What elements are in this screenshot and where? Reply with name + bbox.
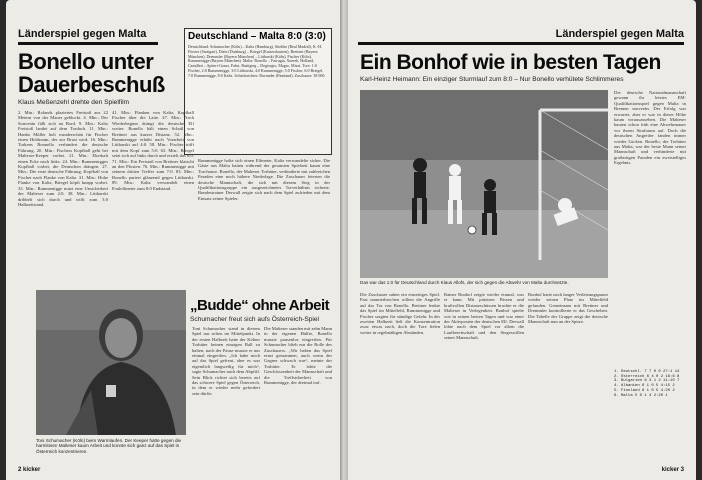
lineup-text: Deutschland: Schumacher (Köln) – Kaltz (Hamburg), Stielike (Real Madrid), K.-H. Förster (Stuttgart), Dietz (Duisburg) – Briegel (Kaiserslautern), Breitner (Bayern München), Dremmler (Bayern München) – Littbarski (Köln), Fischer (Köln), Rummenigge (Bayern München). Malta: Bonello – Farrugia, Xuereb, Holland, Camilleri – Spiteri-Gonzi, Fabri, Buttigieg – Degiorgio, Magro, Mizzi. Tore: 1:0 Fischer, 2:0 Rummenigge, 3:0 Littbarski, 4:0 Rummenigge, 5:0 Fischer, 6:0 Briegel, 7:0 Rummenigge, 8:0 Kaltz. Schiedsrichter: Ravander (Finnland). Zuschauer: 38 000.: [188, 45, 326, 78]
right-page: [348, 0, 696, 480]
report-column-1: Die deutsche Nationalmannschaft gewann ihr letztes EM-Qualifikationsspiel gegen Malta in Bremen souverän. Der Erfolg war erwartet, aber er war in dieser Höhe kaum vorauszusehen. Die Malteser bauten schon früh eine Abwehrmauer vor ihrem Strafraum auf. Doch die deutschen Angreifer fanden immer wieder Lücken. Bonello, der Torhüter aus Malta, war der beste Mann seiner Mannschaft und verhinderte mit großartigen Paraden ein zweistelliges Ergebnis.: [614, 90, 686, 166]
feature-column-1: Toni Schumacher stand in diesem Spiel nur selten im Mittelpunkt. In der ersten Halbzeit hatte der Kölner Torhüter keinen einzigen Ball zu halten, nach der Pause musste er nur einmal eingreifen. „Ich habe mich auf das Spiel gefreut, aber es war eigentlich langweilig für mich“, sagte Schumacher nach dem Abpfiff. Sein Blick richtet sich bereits auf das schwere Spiel gegen Österreich, in dem er wieder mehr gefordert sein dürfte.: [192, 326, 260, 396]
result-title: Deutschland – Malta 8:0 (3:0): [188, 31, 326, 42]
page-number-right: kicker 3: [661, 467, 684, 473]
feature-column-2: Die Malteser standen mit zehn Mann in der eigenen Hälfte, Bonello musste pausenlos eingreifen. Für Schumacher blieb nur die Rolle des Zuschauers. „Wir haben das Spiel ernst genommen, auch wenn der Gegner schwach war“, meinte der Torhüter. Er lobte die Geschlossenheit der Mannschaft und die Treffsicherheit von Rummenigge, der dreimal traf.: [264, 326, 332, 386]
minute-column-2: 41. Min.: Flanken von Kaltz, Kopfball Fischer über die Latte. 47. Min.: Nach Wiederbeginn drängt die deutsche Elf weiter. Bonello hält einen Schuß von Breitner aus kurzer Distanz. 52. Min.: Rummenigge erhöht nach Vorarbeit von Littbarski auf 4:0. 58. Min.: Fischer trifft mit dem Kopf zum 5:0. 63. Min.: Briegel setzt sich auf links durch und erzielt das 6:0. 71. Min.: Ein Freistoß von Breitner klatscht an den Pfosten. 76. Min.: Rummenigge mit seinem dritten Treffer zum 7:0. 83. Min.: Bonello pariert glänzend gegen Littbarski. 89. Min.: Kaltz verwandelt einen Foulelfmeter zum 8:0 Endstand.: [112, 110, 194, 191]
photo-caption-left: Toni Schumacher (Köln) beim Warmlaufen. Der Keeper hatte gegen die harmlosen Malteser kaum Arbeit und konnte sich ganz auf das Spiel in Österreich konzentrieren.: [36, 438, 182, 454]
report-column-3: Rainer Bonhof zeigte wieder einmal, was er kann. Mit präzisen Pässen und kraftvollen Distanzschüssen brachte er die Malteser in Verlegenheit. Bonhof spielte wie in seinen besten Tagen und war einer der Aktivposten der deutschen Elf. Derwall lobte nach dem Spiel vor allem die Laufbereitschaft und den Siegeswillen seiner Mannschaft.: [444, 292, 524, 341]
standings-row: 4. Albanien 6 1 0 5 4:15 2: [614, 384, 675, 389]
standings-row: 2. Österreich 6 4 0 2 16:6 8: [614, 374, 680, 379]
page-number-left: 2 kicker: [18, 467, 41, 473]
gutter: [340, 0, 348, 480]
left-subhead: Klaus Meßenzehl drehte den Spielfilm: [18, 99, 130, 106]
schumacher-photo: [36, 290, 186, 435]
feature-subhead: Schumacher freut sich aufs Österreich-Spiel: [190, 316, 319, 323]
standings-table: [614, 370, 690, 398]
player-portrait-graphic: [36, 290, 186, 435]
right-kicker-rule: [358, 42, 684, 45]
standings-row: 6. Malta 5 0 1 4 2:20 1: [614, 393, 668, 398]
left-headline: Bonello unter Dauerbeschuß: [18, 49, 165, 97]
standings-row: 1. Deutschl. 7 7 0 0 27:1 14: [614, 370, 680, 374]
report-column-2: Die Zuschauer sahen ein einseitiges Spiel. Fast ununterbrochen rollten die Angriffe auf das Tor von Bonello. Breitner lenkte das Spiel im Mittelfeld, Rummenigge und Fischer sorgten für ständige Gefahr. In der zweiten Halbzeit ließ die Konzentration zwar etwas nach, doch die Tore fielen weiter in regelmäßigen Abständen.: [360, 292, 440, 335]
minute-column-1: 2. Min.: Rolands plaziertes Freistoß aus 22 Metern von der Mauer geblockt. 4. Min.: Der Souverän fällt sich an Bord. 9. Min.: Kaltz Freistoß landet auf dem Tordach. 11. Min.: Hanbo Müller holt wunderschön für Fischer einen Hohlraum, der zur Brust wird. 16. Min.: Torkens Bonnello verhindert die deutsche Führung. 20. Min.: Fischers Kopfball geht bei Malteser-Keeper vorbei. 21. Min.: Ekerkalt einen Ecke nach links. 24. Min.: Rummenigges Kopfball vorbei, die Deutschen drängen. 27. Min.: Die erste deutsche Führung, Kopfball von Fischer nach Flanke von Kaltz. 31. Min.: Hohe Flanke von Kaltz, Briegel köpft knapp vorbei. 33. Min.: Rummenigge nutzt eine Unsicherheit der Malteser zum 2:0. 38. Min.: Littbarski dribbelt sich durch und trifft zum 3:0 Halbzeitstand.: [18, 110, 108, 207]
right-headline: Ein Bonhof wie in besten Tagen: [360, 51, 661, 74]
feature-headline: „Budde“ ohne Arbeit: [190, 297, 330, 314]
match-photo: [360, 90, 608, 278]
match-scene-graphic: [360, 90, 608, 278]
standings-row: 3. Bulgarien 6 3 1 2 11:10 7: [614, 379, 680, 384]
result-box: [184, 28, 332, 155]
report-column-4: Bonhof hatte nach langer Verletzungspause wieder seinen Platz im Mittelfeld gefunden. Gemeinsam mit Breitner und Dremmler kontrollierte er das Geschehen. Die Tabelle der Gruppe zeigt die deutsche Mannschaft nun an der Spitze.: [528, 292, 608, 325]
minute-column-3: Rummenigge holte sich einen Elfmeter, Kaltz verwandelte sicher. Die Gäste aus Malta hatten während der gesamten Spielzeit kaum eine Torchance. Bonello, der Malteser Torhüter, verhinderte mit zahlreichen Paraden eine noch höhere Niederlage. Die Zuschauer feierten die deutsche Mannschaft, die sich mit diesem Sieg in der Qualifikationsgruppe ein ausgezeichnetes Torverhältnis sicherte. Bundestrainer Derwall zeigte sich nach dem Spiel zufrieden mit dem Einsatz seiner Spieler.: [198, 158, 330, 201]
photo-caption-right: Das war das 1:0 für Deutschland durch Klaus Allofs, der sich gegen die Abwehr von Malta durchsetzte.: [360, 280, 569, 285]
standings-row: 5. Finnland 6 1 0 5 4:20 2: [614, 388, 675, 393]
left-kicker: Länderspiel gegen Malta: [18, 28, 147, 40]
right-subhead: Karl-Heinz Heimann: Ein einziger Sturmlauf zum 8:0 – Nur Bonello verhütete Schlimmeres: [360, 76, 624, 83]
kicker-rule: [18, 42, 158, 45]
left-page: [6, 0, 340, 480]
right-kicker: Länderspiel gegen Malta: [555, 28, 684, 40]
